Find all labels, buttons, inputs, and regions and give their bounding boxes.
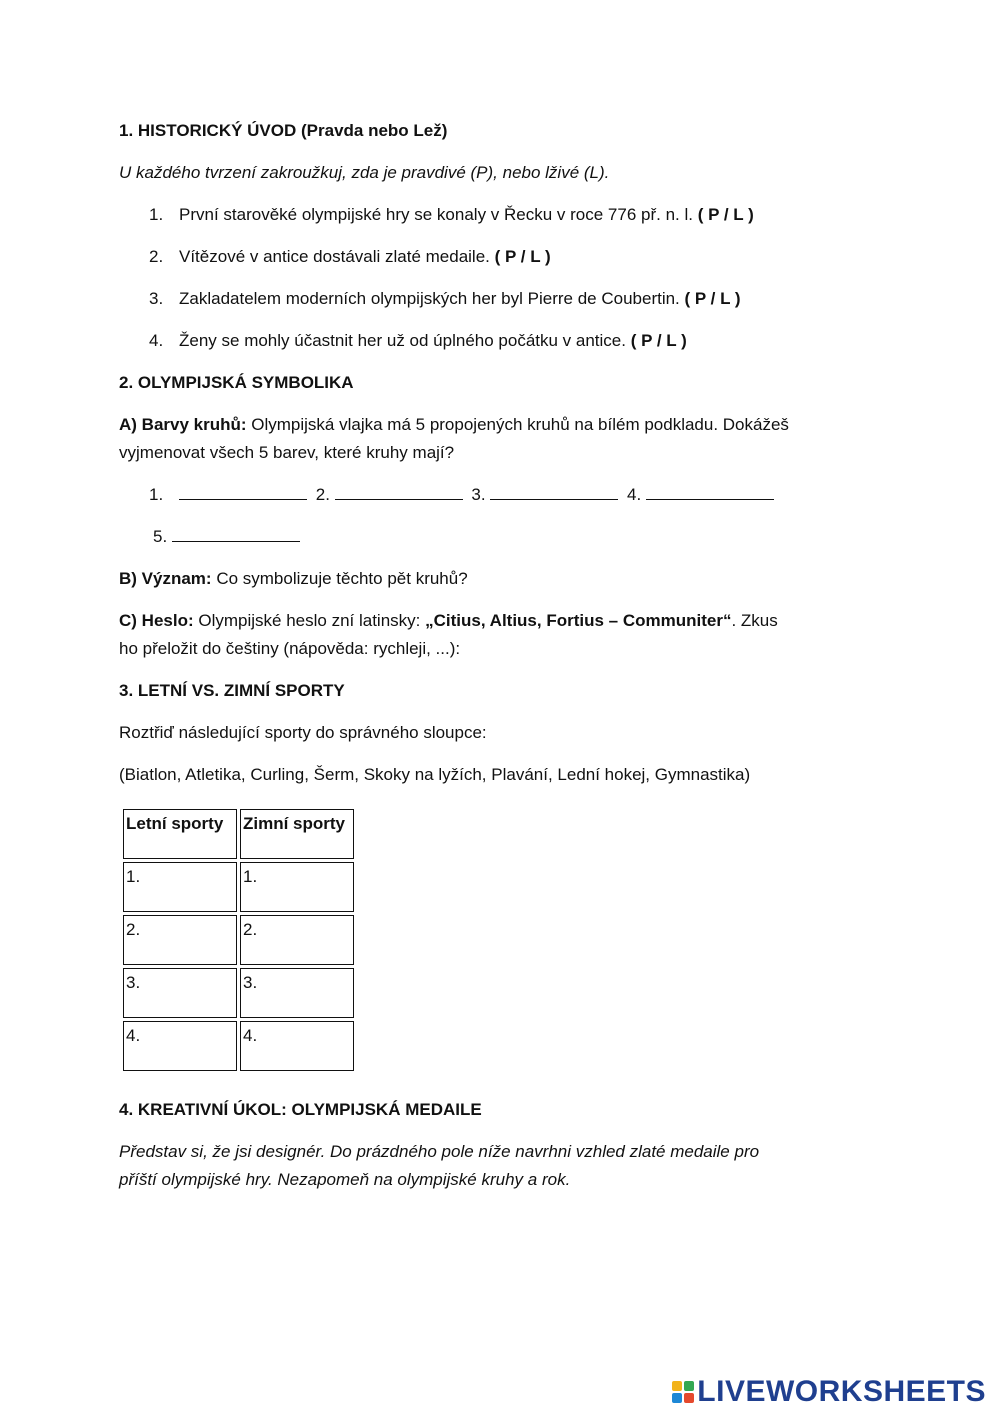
logo-square bbox=[684, 1393, 694, 1403]
logo-square bbox=[684, 1381, 694, 1391]
table-row bbox=[123, 915, 354, 965]
section4-text-line2: příští olympijské hry. Nezapomeň na olympijské kruhy a rok. bbox=[119, 1170, 571, 1189]
section1-heading: 1. HISTORICKÝ ÚVOD (Pravda nebo Lež) bbox=[119, 121, 448, 140]
logo-mark-icon bbox=[672, 1381, 694, 1403]
blank-label: 4. bbox=[627, 485, 642, 504]
sports-list: (Biatlon, Atletika, Curling, Šerm, Skoky na lyžích, Plavání, Lední hokej, Gymnastika) bbox=[119, 765, 751, 784]
summer-cell[interactable]: 1. bbox=[123, 862, 237, 912]
tf-item-4 bbox=[149, 327, 687, 355]
table-row bbox=[123, 1021, 354, 1071]
blank-label: 2. bbox=[315, 485, 330, 504]
colors-blank-row-2 bbox=[153, 523, 304, 551]
color-blank-1[interactable] bbox=[179, 483, 307, 500]
table-row bbox=[123, 968, 354, 1018]
header-summer-sports: Letní sporty bbox=[123, 809, 237, 859]
tf-item-text: První starověké olympijské hry se konaly v Řecku v roce 776 př. n. l. bbox=[179, 205, 693, 224]
tf-item-number: 2. bbox=[149, 247, 164, 266]
table-row bbox=[123, 862, 354, 912]
winter-cell[interactable]: 1. bbox=[240, 862, 354, 912]
color-blank-5[interactable] bbox=[172, 525, 300, 542]
section2c-text-after: . Zkus bbox=[731, 611, 778, 630]
section1-instruction: U každého tvrzení zakroužkuj, zda je pravdivé (P), nebo lživé (L). bbox=[119, 163, 610, 182]
tf-item-choice[interactable]: ( P / L ) bbox=[630, 331, 687, 350]
blank-label: 3. bbox=[471, 485, 486, 504]
blank-label: 5. bbox=[153, 527, 168, 546]
section3-instruction: Roztřiď následující sporty do správného sloupce: bbox=[119, 723, 487, 742]
tf-item-text: Zakladatelem moderních olympijských her byl Pierre de Coubertin. bbox=[179, 289, 680, 308]
winter-cell[interactable]: 2. bbox=[240, 915, 354, 965]
sports-table bbox=[120, 806, 357, 1074]
tf-item-number: 1. bbox=[149, 205, 164, 224]
section2c-label: C) Heslo: bbox=[119, 611, 194, 630]
section2-heading: 2. OLYMPIJSKÁ SYMBOLIKA bbox=[119, 373, 354, 392]
tf-item-1 bbox=[149, 201, 754, 229]
section4-text-line1: Představ si, že jsi designér. Do prázdného pole níže navrhni vzhled zlaté medaile pro bbox=[119, 1142, 760, 1161]
section2b-text: Co symbolizuje těchto pět kruhů? bbox=[216, 569, 468, 588]
section4-heading: 4. KREATIVNÍ ÚKOL: OLYMPIJSKÁ MEDAILE bbox=[119, 1100, 482, 1119]
table-header-row bbox=[123, 809, 354, 859]
logo-square bbox=[672, 1381, 682, 1391]
winter-cell[interactable]: 3. bbox=[240, 968, 354, 1018]
olympic-motto: „Citius, Altius, Fortius – Communiter“ bbox=[425, 611, 732, 630]
tf-item-choice[interactable]: ( P / L ) bbox=[684, 289, 741, 308]
section2a-label: A) Barvy kruhů: bbox=[119, 415, 247, 434]
section2a-text: Olympijská vlajka má 5 propojených kruhů na bílém podkladu. Dokážeš bbox=[251, 415, 789, 434]
tf-item-number: 4. bbox=[149, 331, 164, 350]
section2c-line1 bbox=[119, 607, 778, 635]
section2c-text: Olympijské heslo zní latinsky: bbox=[198, 611, 421, 630]
section2b-label: B) Význam: bbox=[119, 569, 212, 588]
colors-blanks-row bbox=[149, 481, 778, 509]
color-blank-2[interactable] bbox=[335, 483, 463, 500]
section2a-line1 bbox=[119, 411, 789, 439]
blank-label: 1. bbox=[149, 485, 164, 504]
color-blank-3[interactable] bbox=[490, 483, 618, 500]
logo-text: LIVEWORKSHEETS bbox=[697, 1375, 986, 1408]
header-winter-sports: Zimní sporty bbox=[240, 809, 354, 859]
tf-item-text: Ženy se mohly účastnit her už od úplného počátku v antice. bbox=[179, 331, 626, 350]
summer-cell[interactable]: 4. bbox=[123, 1021, 237, 1071]
summer-cell[interactable]: 2. bbox=[123, 915, 237, 965]
tf-item-text: Vítězové v antice dostávali zlaté medaile. bbox=[179, 247, 490, 266]
tf-item-choice[interactable]: ( P / L ) bbox=[697, 205, 754, 224]
tf-item-choice[interactable]: ( P / L ) bbox=[494, 247, 551, 266]
winter-cell[interactable]: 4. bbox=[240, 1021, 354, 1071]
color-blank-4[interactable] bbox=[646, 483, 774, 500]
section2c-line2: ho přeložit do češtiny (nápověda: rychleji, ...): bbox=[119, 639, 461, 658]
liveworksheets-logo bbox=[672, 1375, 986, 1409]
tf-item-3 bbox=[149, 285, 741, 313]
tf-item-2 bbox=[149, 243, 551, 271]
summer-cell[interactable]: 3. bbox=[123, 968, 237, 1018]
section2a-line2: vyjmenovat všech 5 barev, které kruhy mají? bbox=[119, 443, 455, 462]
tf-item-number: 3. bbox=[149, 289, 164, 308]
section3-heading: 3. LETNÍ VS. ZIMNÍ SPORTY bbox=[119, 681, 345, 700]
logo-square bbox=[672, 1393, 682, 1403]
section2b-line bbox=[119, 565, 468, 593]
